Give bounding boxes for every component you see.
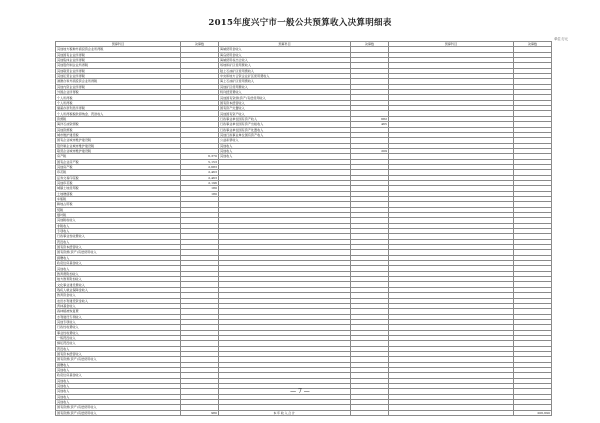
table-row <box>56 410 552 415</box>
subject-cell: 政府住房基金收入 <box>56 373 181 378</box>
subject-cell: 国有资源(资产)有偿使用收入 <box>56 250 181 255</box>
unit-label: 单位:万元 <box>554 37 568 41</box>
subject-cell: 其他税收收入 <box>56 218 181 223</box>
amount-cell: 2,463 <box>181 175 219 180</box>
subject-cell: 国有资本经营收入 <box>56 351 181 356</box>
subject-cell: 非税收入 <box>56 223 181 228</box>
subject-cell: 海域使用金收入 <box>219 47 351 52</box>
subject-cell: 其他私营企业所得税 <box>56 74 181 79</box>
subject-cell: 其他国有企业所得税 <box>56 52 181 57</box>
amount-cell: 206,690 <box>514 410 552 415</box>
subject-cell: 海域使用权出让收入 <box>219 58 351 63</box>
subject-cell: 其他收入 <box>56 367 181 372</box>
subject-cell: 其他行政事业单位国有资产收入 <box>219 132 351 137</box>
subject-cell: 海洋石油资源税 <box>56 122 181 127</box>
subject-cell: 港澳台和外商投资企业所得税 <box>56 79 181 84</box>
amount-cell: 682 <box>351 116 389 121</box>
table-body <box>56 47 552 416</box>
amount-cell: 180 <box>181 191 219 196</box>
subject-cell: 海岛使用金收入 <box>219 52 351 57</box>
subject-cell: 陆上石油矿区使用费收入 <box>219 68 351 73</box>
subject-cell: 其他内资企业所得税 <box>56 84 181 89</box>
subject-cell: 海上石油矿区使用费收入 <box>219 79 351 84</box>
subject-cell: 联营企业城市维护建设税 <box>56 148 181 153</box>
subject-cell: 捐赠收入 <box>56 362 181 367</box>
subject-cell: 残疾人就业保障金收入 <box>56 287 181 292</box>
subject-cell: 资源税 <box>56 116 181 121</box>
header-amount-3: 决算数 <box>514 42 552 47</box>
subject-cell: 城镇土地使用税 <box>56 186 181 191</box>
subject-cell: 其他集体企业所得税 <box>56 58 181 63</box>
header-subject-1: 预算科目 <box>56 42 181 47</box>
budget-table <box>55 41 552 416</box>
subject-cell: 事业性收费收入 <box>56 330 181 335</box>
subject-cell: 其他收入 <box>219 154 351 159</box>
subject-cell: 国有资源(资产)有偿使用收入 <box>56 410 181 415</box>
subject-cell: 国有资源(资产)有偿使用收入 <box>56 357 181 362</box>
subject-cell: 城市维护建设税 <box>56 132 181 137</box>
subject-cell: 水利建设专项收入 <box>56 314 181 319</box>
subject-cell: 国有企业城市维护建设税 <box>56 138 181 143</box>
subject-cell: 国有企业房产税 <box>56 159 181 164</box>
subject-cell: 行政事业单位国有资产出租收入 <box>219 122 351 127</box>
page-number: — 7 — <box>290 388 310 395</box>
subject-cell: 其他收入 <box>56 266 181 271</box>
subject-cell: 文化事业建设费收入 <box>56 282 181 287</box>
subject-cell: 其他联营企业所得税 <box>56 68 181 73</box>
subject-cell: 其他国有资源(资产)有偿使用收入 <box>219 95 351 100</box>
subject-cell: 本年收入合计 <box>219 410 351 415</box>
subject-cell: 中央和地方合资企业矿区使用费收入 <box>219 74 351 79</box>
subject-cell: 地方教育附加收入 <box>56 277 181 282</box>
subject-cell: 土地增值税 <box>56 191 181 196</box>
subject-cell: 其他收入 <box>219 143 351 148</box>
subject-cell: 印花税 <box>56 170 181 175</box>
subject-cell: 特许经营费收入 <box>219 90 351 95</box>
subject-cell: 政府住房基金收入 <box>56 261 181 266</box>
subject-cell: 耕地占用税 <box>56 202 181 207</box>
subject-cell: 个人所得税税款滞纳金、罚款收入 <box>56 111 181 116</box>
subject-cell: 教育资金收入 <box>56 293 181 298</box>
amount-cell: 2,196 <box>181 180 219 185</box>
amount-cell: 980 <box>181 410 219 415</box>
subject-cell: 育林基金收入 <box>56 303 181 308</box>
subject-cell: 契税 <box>56 207 181 212</box>
subject-cell: 森林植被恢复费 <box>56 309 181 314</box>
amount-cell: 5,153 <box>181 159 219 164</box>
subject-cell: 罚没收入 <box>56 346 181 351</box>
header-subject-2: 预算科目 <box>219 42 351 47</box>
subject-cell: 其他收入 <box>56 384 181 389</box>
subject-cell: 缉私罚没收入 <box>56 341 181 346</box>
amount-cell: 2,463 <box>181 170 219 175</box>
amount-cell <box>351 410 389 415</box>
subject-cell: 其他股份制企业所得税 <box>56 63 181 68</box>
amount-cell: 209 <box>351 148 389 153</box>
subject-cell: 行政事业性收费收入 <box>56 234 181 239</box>
subject-cell: 其他矿区使用费收入 <box>219 84 351 89</box>
header-amount-2: 决算数 <box>351 42 389 47</box>
subject-cell: 房产税 <box>56 154 181 159</box>
subject-cell: 其他收入 <box>56 394 181 399</box>
amount-cell: 2,683 <box>181 164 219 169</box>
subject-cell: 其他收入 <box>56 378 181 383</box>
subject-cell: 公益彩票收入 <box>219 138 351 143</box>
subject-cell: 其他收入 <box>219 148 351 153</box>
subject-cell <box>389 410 514 415</box>
subject-cell: 其他收入 <box>56 400 181 405</box>
subject-cell: 车船税 <box>56 196 181 201</box>
document-title: 2015年度兴宁市一般公共预算收入决算明细表 <box>208 18 392 28</box>
subject-cell: 其他收入 <box>56 389 181 394</box>
subject-cell: 国有资本经营收入 <box>219 100 351 105</box>
subject-cell: 个人所得税 <box>56 95 181 100</box>
subject-cell: 教育费附加收入 <box>56 271 181 276</box>
subject-cell: 行政性收费收入 <box>56 325 181 330</box>
subject-cell: 储蓄存款利息所得税 <box>56 106 181 111</box>
subject-cell: 证券交易印花税 <box>56 175 181 180</box>
subject-cell: 烟叶税 <box>56 213 181 218</box>
subject-cell: 其他印花税 <box>56 180 181 185</box>
subject-cell: 行政事业单位国有资产收入 <box>219 116 351 121</box>
subject-cell: 一般罚没收入 <box>56 335 181 340</box>
amount-cell: 465 <box>351 122 389 127</box>
subject-cell: 国有资源(资产)有偿使用收入 <box>56 405 181 410</box>
subject-cell: 其他资源税 <box>56 127 181 132</box>
header-subject-3: 预算科目 <box>389 42 514 47</box>
subject-cell: 其他地方税种外商投资企业所得税 <box>56 47 181 52</box>
subject-cell: 专项收入 <box>56 229 181 234</box>
subject-cell: 其他国有资产收入 <box>219 111 351 116</box>
subject-cell: 国有资产处置收入 <box>219 106 351 111</box>
subject-cell: 国有资本经营收入 <box>56 245 181 250</box>
subject-cell: 外国企业所得税 <box>56 90 181 95</box>
subject-cell: 其他房产税 <box>56 164 181 169</box>
subject-cell: 场地和矿区使用费收入 <box>219 63 351 68</box>
amount-cell: 6,370 <box>181 154 219 159</box>
subject-cell: 其他专项收入 <box>56 319 181 324</box>
amount-cell: 180 <box>181 186 219 191</box>
subject-cell: 个人所得税 <box>56 100 181 105</box>
subject-cell: 捐赠收入 <box>56 255 181 260</box>
subject-cell: 股份制企业城市维护建设税 <box>56 143 181 148</box>
subject-cell: 农田水利建设资金收入 <box>56 298 181 303</box>
header-amount-1: 决算数 <box>181 42 219 47</box>
subject-cell: 行政事业单位国有资产处置收入 <box>219 127 351 132</box>
subject-cell: 罚没收入 <box>56 239 181 244</box>
